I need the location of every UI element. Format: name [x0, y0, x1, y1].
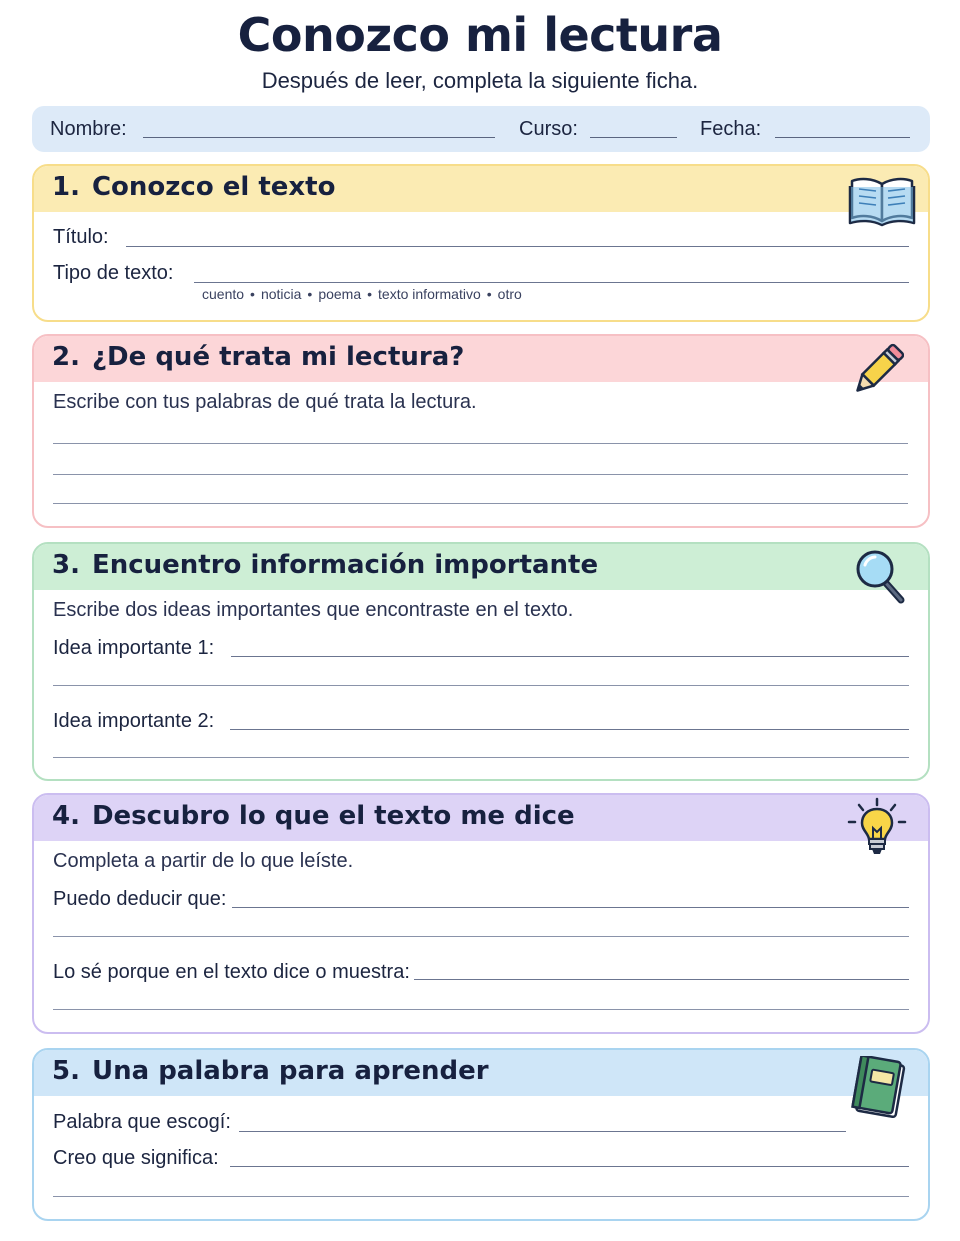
section-3-header: [34, 544, 928, 590]
idea-1-extra-line[interactable]: [53, 685, 909, 686]
section-1-title: 1. Conozco el texto: [52, 172, 336, 202]
inference-extra-line[interactable]: [53, 936, 909, 937]
evidence-field[interactable]: [414, 979, 909, 980]
section-2-header: [34, 336, 928, 382]
option-noticia: noticia: [260, 286, 302, 302]
open-book-icon: [848, 174, 916, 228]
idea-2-extra-line[interactable]: [53, 757, 909, 758]
student-info-bar: [32, 106, 930, 152]
section-1-header: [34, 166, 928, 212]
name-field[interactable]: [143, 137, 495, 138]
section-4-header: [34, 795, 928, 841]
summary-line-1[interactable]: [53, 443, 908, 444]
chosen-word-label: Palabra que escogí:: [53, 1111, 231, 1133]
page-subtitle: Después de leer, completa la siguiente ficha.: [261, 68, 699, 93]
text-type-label: Tipo de texto:: [53, 262, 174, 284]
evidence-extra-line[interactable]: [53, 1009, 909, 1010]
section-3-instruction: Escribe dos ideas importantes que encontraste en el texto.: [53, 599, 574, 621]
course-field[interactable]: [590, 137, 677, 138]
section-5-card: [32, 1048, 930, 1221]
option-poema: poema: [318, 286, 362, 302]
pencil-icon: [852, 343, 904, 397]
closed-book-icon: [848, 1056, 910, 1122]
inference-field[interactable]: [232, 907, 909, 908]
section-1-card: [32, 164, 930, 322]
section-4-card: [32, 793, 930, 1034]
meaning-field[interactable]: [230, 1166, 909, 1167]
section-4-title: 4. Descubro lo que el texto me dice: [52, 801, 575, 831]
section-2-instruction: Escribe con tus palabras de qué trata la lectura.: [53, 391, 477, 413]
name-label: Nombre:: [50, 118, 127, 140]
course-label: Curso:: [519, 118, 578, 140]
lightbulb-icon: [846, 797, 908, 859]
option-cuento: cuento: [202, 286, 245, 302]
section-5-header: [34, 1050, 928, 1096]
section-4-instruction: Completa a partir de lo que leíste.: [53, 850, 354, 872]
section-3-title: 3. Encuentro información importante: [52, 550, 599, 580]
inference-label: Puedo deducir que:: [53, 888, 227, 910]
evidence-label: Lo sé porque en el texto dice o muestra:: [53, 961, 410, 983]
idea-2-label: Idea importante 2:: [53, 710, 215, 732]
text-type-options: cuento • noticia • poema • texto informativo • otro: [202, 286, 522, 302]
idea-1-label: Idea importante 1:: [53, 637, 215, 659]
idea-2-field[interactable]: [230, 729, 909, 730]
magnifying-glass-icon: [853, 548, 907, 606]
title-field[interactable]: [126, 246, 909, 247]
idea-1-field[interactable]: [231, 656, 909, 657]
meaning-label: Creo que significa:: [53, 1147, 219, 1169]
option-texto-informativo: texto informativo: [378, 286, 481, 302]
option-otro: otro: [497, 286, 522, 302]
summary-line-3[interactable]: [53, 503, 908, 504]
summary-line-2[interactable]: [53, 474, 908, 475]
section-3-card: [32, 542, 930, 781]
meaning-extra-line[interactable]: [53, 1196, 909, 1197]
date-label: Fecha:: [700, 118, 762, 140]
page-title: Conozco mi lectura: [237, 8, 723, 62]
text-type-field[interactable]: [194, 282, 909, 283]
section-2-card: [32, 334, 930, 528]
date-field[interactable]: [775, 137, 910, 138]
section-2-title: 2. ¿De qué trata mi lectura?: [52, 342, 465, 372]
section-5-title: 5. Una palabra para aprender: [52, 1056, 489, 1086]
title-label: Título:: [53, 226, 109, 248]
chosen-word-field[interactable]: [239, 1131, 846, 1132]
